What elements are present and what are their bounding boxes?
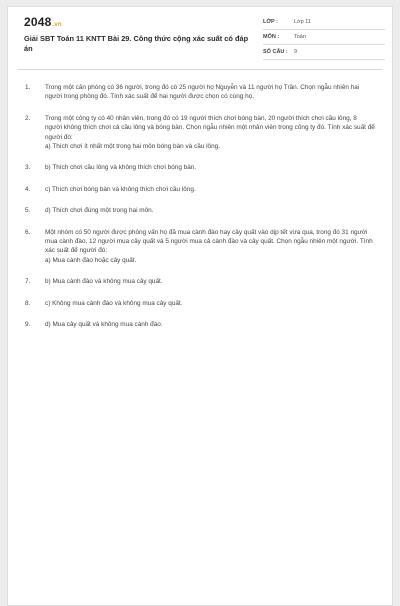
question-number: 3. (25, 164, 31, 172)
question-number: 1. (25, 84, 31, 91)
question-text: a) Thích chơi ít nhất một trong hai môn bóng bàn và cầu lông. (45, 143, 220, 151)
question-number: 9. (25, 321, 31, 329)
meta-row-count (263, 45, 385, 60)
question-item (25, 114, 375, 152)
question-text: d) Mua cây quất và không mua cành đào. (45, 321, 163, 329)
question-number: 7. (25, 278, 31, 286)
document-meta (263, 15, 385, 60)
question-item (25, 163, 375, 172)
question-item (25, 83, 375, 102)
question-number: 4. (25, 185, 31, 193)
document-header (18, 7, 382, 70)
question-item (25, 185, 375, 194)
question-number: 8. (25, 299, 31, 307)
question-number: 2. (25, 114, 31, 122)
question-item (25, 228, 375, 266)
question-number: 6. (25, 228, 31, 236)
question-item (25, 320, 375, 329)
question-text: Một nhóm có 50 người được phỏng vấn họ đã mua cành đào hay cây quất vào dịp tết vừa qua, trong đó 31 người mua cành đào, 12 người mua cây quất và 5 người mua cả cành đào và cây quất. Chọn ngẫu nhiên một người. Tính xác suất để người đó: (45, 228, 373, 255)
document-title: Giải SBT Toán 11 KNTT Bài 29. Công thức cộng xác suất có đáp án (24, 34, 249, 53)
question-item (25, 206, 375, 215)
meta-key: LỚP : (263, 19, 278, 25)
question-text: a) Mua cành đào hoặc cây quất. (45, 256, 137, 264)
meta-row-class (263, 15, 385, 30)
question-list (25, 83, 375, 342)
question-text: c) Thích chơi bóng bàn và không thích chơi cầu lông. (45, 185, 196, 193)
question-text: b) Thích chơi cầu lông và không thích chơi bóng bàn. (45, 164, 197, 172)
meta-value: Toán (294, 34, 306, 40)
logo-text: 2048 (24, 15, 52, 29)
question-number: 5. (25, 207, 31, 215)
question-text: b) Mua cành đào và không mua cây quất. (45, 278, 163, 286)
meta-value: 9 (294, 49, 298, 55)
question-text: Trong một công ty có 40 nhân viên, trong đó có 19 người thích chơi bóng bàn, 20 người thích chơi cầu lông, 8 người không thích chơi cả cầu lông và bóng bàn. Chọn ngẫu nhiên một nhân viên trong công ty đó. Tính xác suất để người đó: (45, 114, 375, 141)
logo-tld: .vn (52, 22, 62, 28)
question-item (25, 277, 375, 286)
meta-key: SỐ CÂU : (263, 49, 288, 55)
meta-row-subject (263, 30, 385, 45)
document-page (7, 6, 393, 606)
question-item (25, 299, 375, 308)
site-logo[interactable] (24, 15, 62, 29)
question-text: c) Không mua cành đào và không mua cây quất. (45, 299, 183, 307)
question-text: d) Thích chơi đúng một trong hai môn. (45, 207, 154, 215)
meta-value: Lớp 11 (294, 19, 311, 25)
meta-key: MÔN : (263, 34, 280, 40)
question-text: Trong một căn phòng có 36 người, trong đó có 25 người họ Nguyễn và 11 người họ Trần. Chọn ngẫu nhiên hai người trong phòng đó. Tính xác suất để hai người được chọn có cùng họ. (45, 84, 360, 101)
